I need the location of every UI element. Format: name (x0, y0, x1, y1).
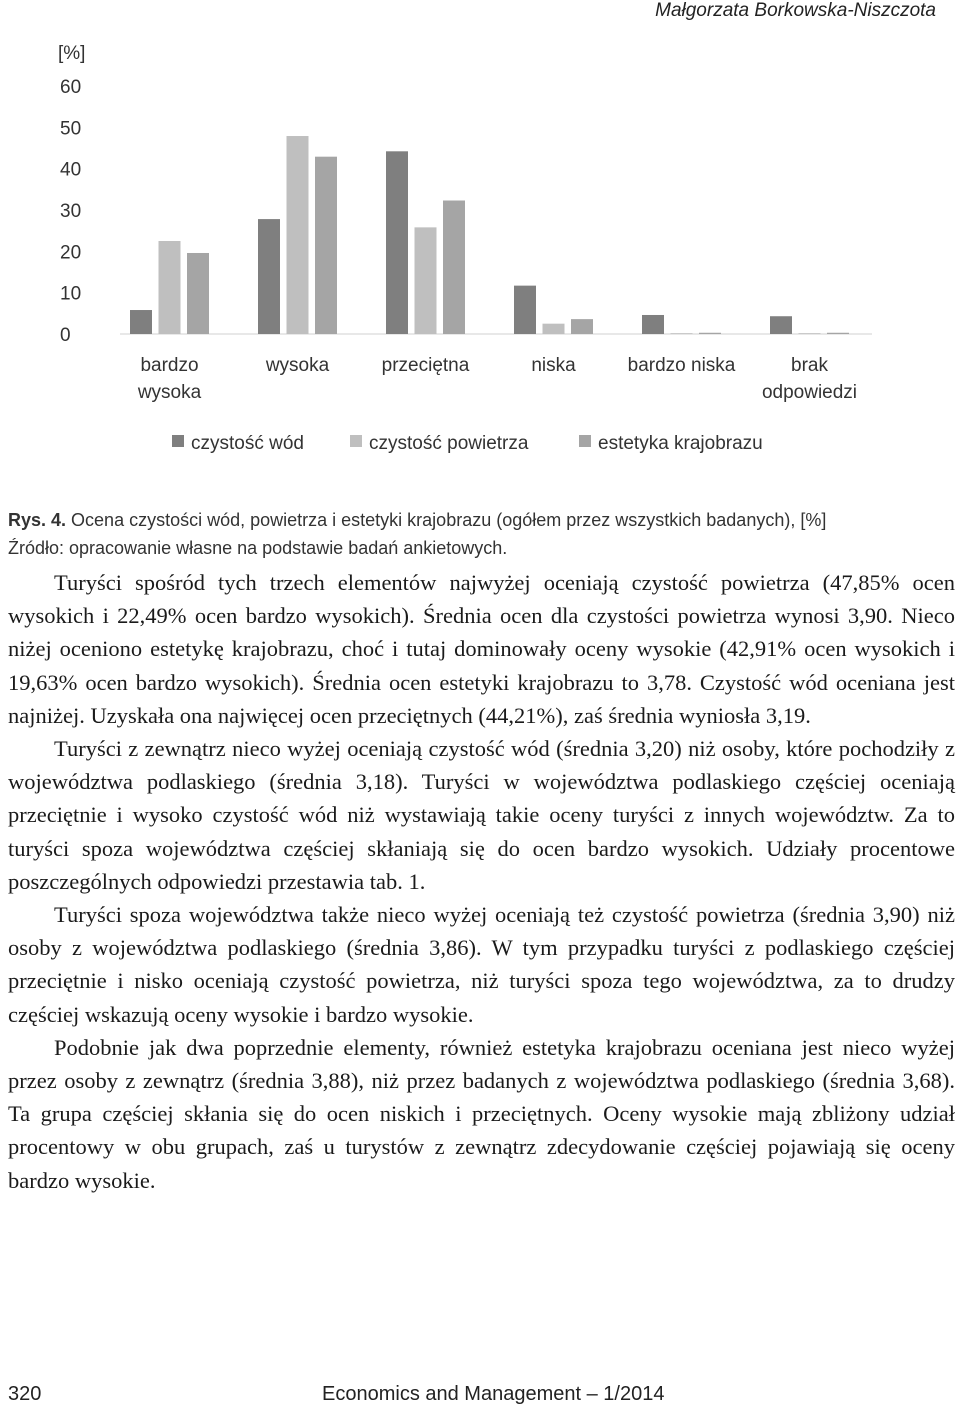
x-axis-labels (137, 355, 857, 403)
bar (187, 253, 209, 334)
x-tick-label: bardzo wysoka (137, 355, 202, 403)
bar (642, 315, 664, 334)
bar (159, 241, 181, 334)
legend-swatch (350, 435, 362, 447)
legend-swatch (579, 435, 591, 447)
paragraph: Turyści spoza województwa także nieco wyżej oceniają też czystość powietrza (średnia 3,90) niż osoby z województwa podlaskiego (średnia 3,86). W tym przypadku turyści z podlaskiego częściej przeciętnie i nisko oceniają czystość powietrza, niż turyści spoza tego województwa, za to drudzy częściej wskazują oceny wysokie i bardzo wysokie. (8, 902, 955, 1027)
running-header-author: Małgorzata Borkowska-Niszczota (655, 0, 936, 21)
bar (770, 316, 792, 334)
bar (799, 333, 821, 334)
bar (571, 319, 593, 334)
bar (315, 157, 337, 334)
paragraph: Turyści spośród tych trzech elementów najwyżej oceniają czystość powietrza (47,85% ocen wysokich i 22,49% ocen bardzo wysokich). Średnia ocen dla czystości powietrza wynosi 3,90. Nieco niżej oceniono estetykę krajobrazu, choć i tutaj dominowały oceny wysokie (42,91% ocen wysokich i 19,63% ocen bardzo wysokich). Średnia ocen estetyki krajobrazu to 3,78. Czystość wód oceniana jest najniżej. Uzyskała ona najwięcej ocen przeciętnych (44,21%), zaś średnia wyniosła 3,19. (8, 570, 955, 728)
bar (827, 333, 849, 334)
paragraph: Podobnie jak dwa poprzednie elementy, również estetyka krajobrazu oceniana jest nieco wyżej przez osoby z zewnątrz (średnia 3,88), niż przez badanych z województwa podlaskiego (średnia 3,68). Ta grupa częściej skłania się do ocen niskich i przeciętnych. Oceny wysokie mają zbliżony udział procentowy w obu grupach, zaś u turystów z zewnątrz zdecydowanie częściej pojawiają się oceny bardzo wysokie. (8, 1034, 955, 1193)
y-tick-label: 50 (60, 118, 82, 140)
bar-chart (0, 30, 960, 470)
y-tick-label: 30 (60, 201, 82, 222)
y-tick-label: 20 (60, 242, 82, 264)
x-tick-label: brak odpowiedzi (761, 355, 858, 403)
bar (543, 324, 565, 334)
bar (443, 200, 465, 334)
chart-legend (172, 433, 763, 454)
paragraph: Turyści z zewnątrz nieco wyżej oceniają czystość wód (średnia 3,20) niż osoby, które pochodziły z województwa podlaskiego (średnia 3,18). Turyści w województwa podlaskiego częściej oceniają przeciętnie i wysoko czystość wód niż wystawiają takie oceny turyści z innych województw. Za to turyści spoza województwa częściej skłaniają się do ocen bardzo wysokich. Udziały procentowe poszczególnych odpowiedzi przestawia tab. 1. (8, 736, 955, 894)
bar (415, 227, 437, 334)
bar (287, 136, 309, 334)
y-axis-unit-label: [%] (58, 43, 86, 64)
y-axis (58, 43, 85, 346)
y-tick-label: 40 (60, 159, 82, 181)
bar (130, 310, 152, 334)
x-tick-label: bardzo niska (627, 355, 736, 376)
caption-text: Ocena czystości wód, powietrza i estetyki krajobrazu (ogółem przez wszystkich badanych), [%] (66, 510, 827, 530)
legend-label: estetyka krajobrazu (598, 433, 763, 454)
bar (386, 151, 408, 334)
bar (514, 286, 536, 334)
bar (671, 333, 693, 334)
figure-caption (8, 506, 958, 562)
caption-label: Rys. 4. (8, 510, 67, 530)
y-tick-label: 0 (60, 325, 71, 346)
legend-label: czystość wód (191, 433, 304, 454)
page-number: 320 (8, 1383, 42, 1405)
bars (130, 136, 849, 334)
caption-source: Źródło: opracowanie własne na podstawie badań ankietowych. (8, 538, 508, 558)
x-tick-label: przeciętna (381, 355, 470, 376)
y-tick-label: 10 (60, 283, 82, 305)
journal-name: Economics and Management – 1/2014 (322, 1383, 665, 1405)
y-tick-label: 60 (60, 77, 82, 98)
x-tick-label: niska (531, 355, 576, 376)
legend-label: czystość powietrza (369, 433, 529, 454)
caption-title (8, 506, 958, 534)
x-tick-label: wysoka (265, 355, 330, 376)
bar (699, 333, 721, 334)
bar (258, 219, 280, 334)
legend-swatch (172, 435, 184, 447)
body-text (8, 566, 955, 1197)
